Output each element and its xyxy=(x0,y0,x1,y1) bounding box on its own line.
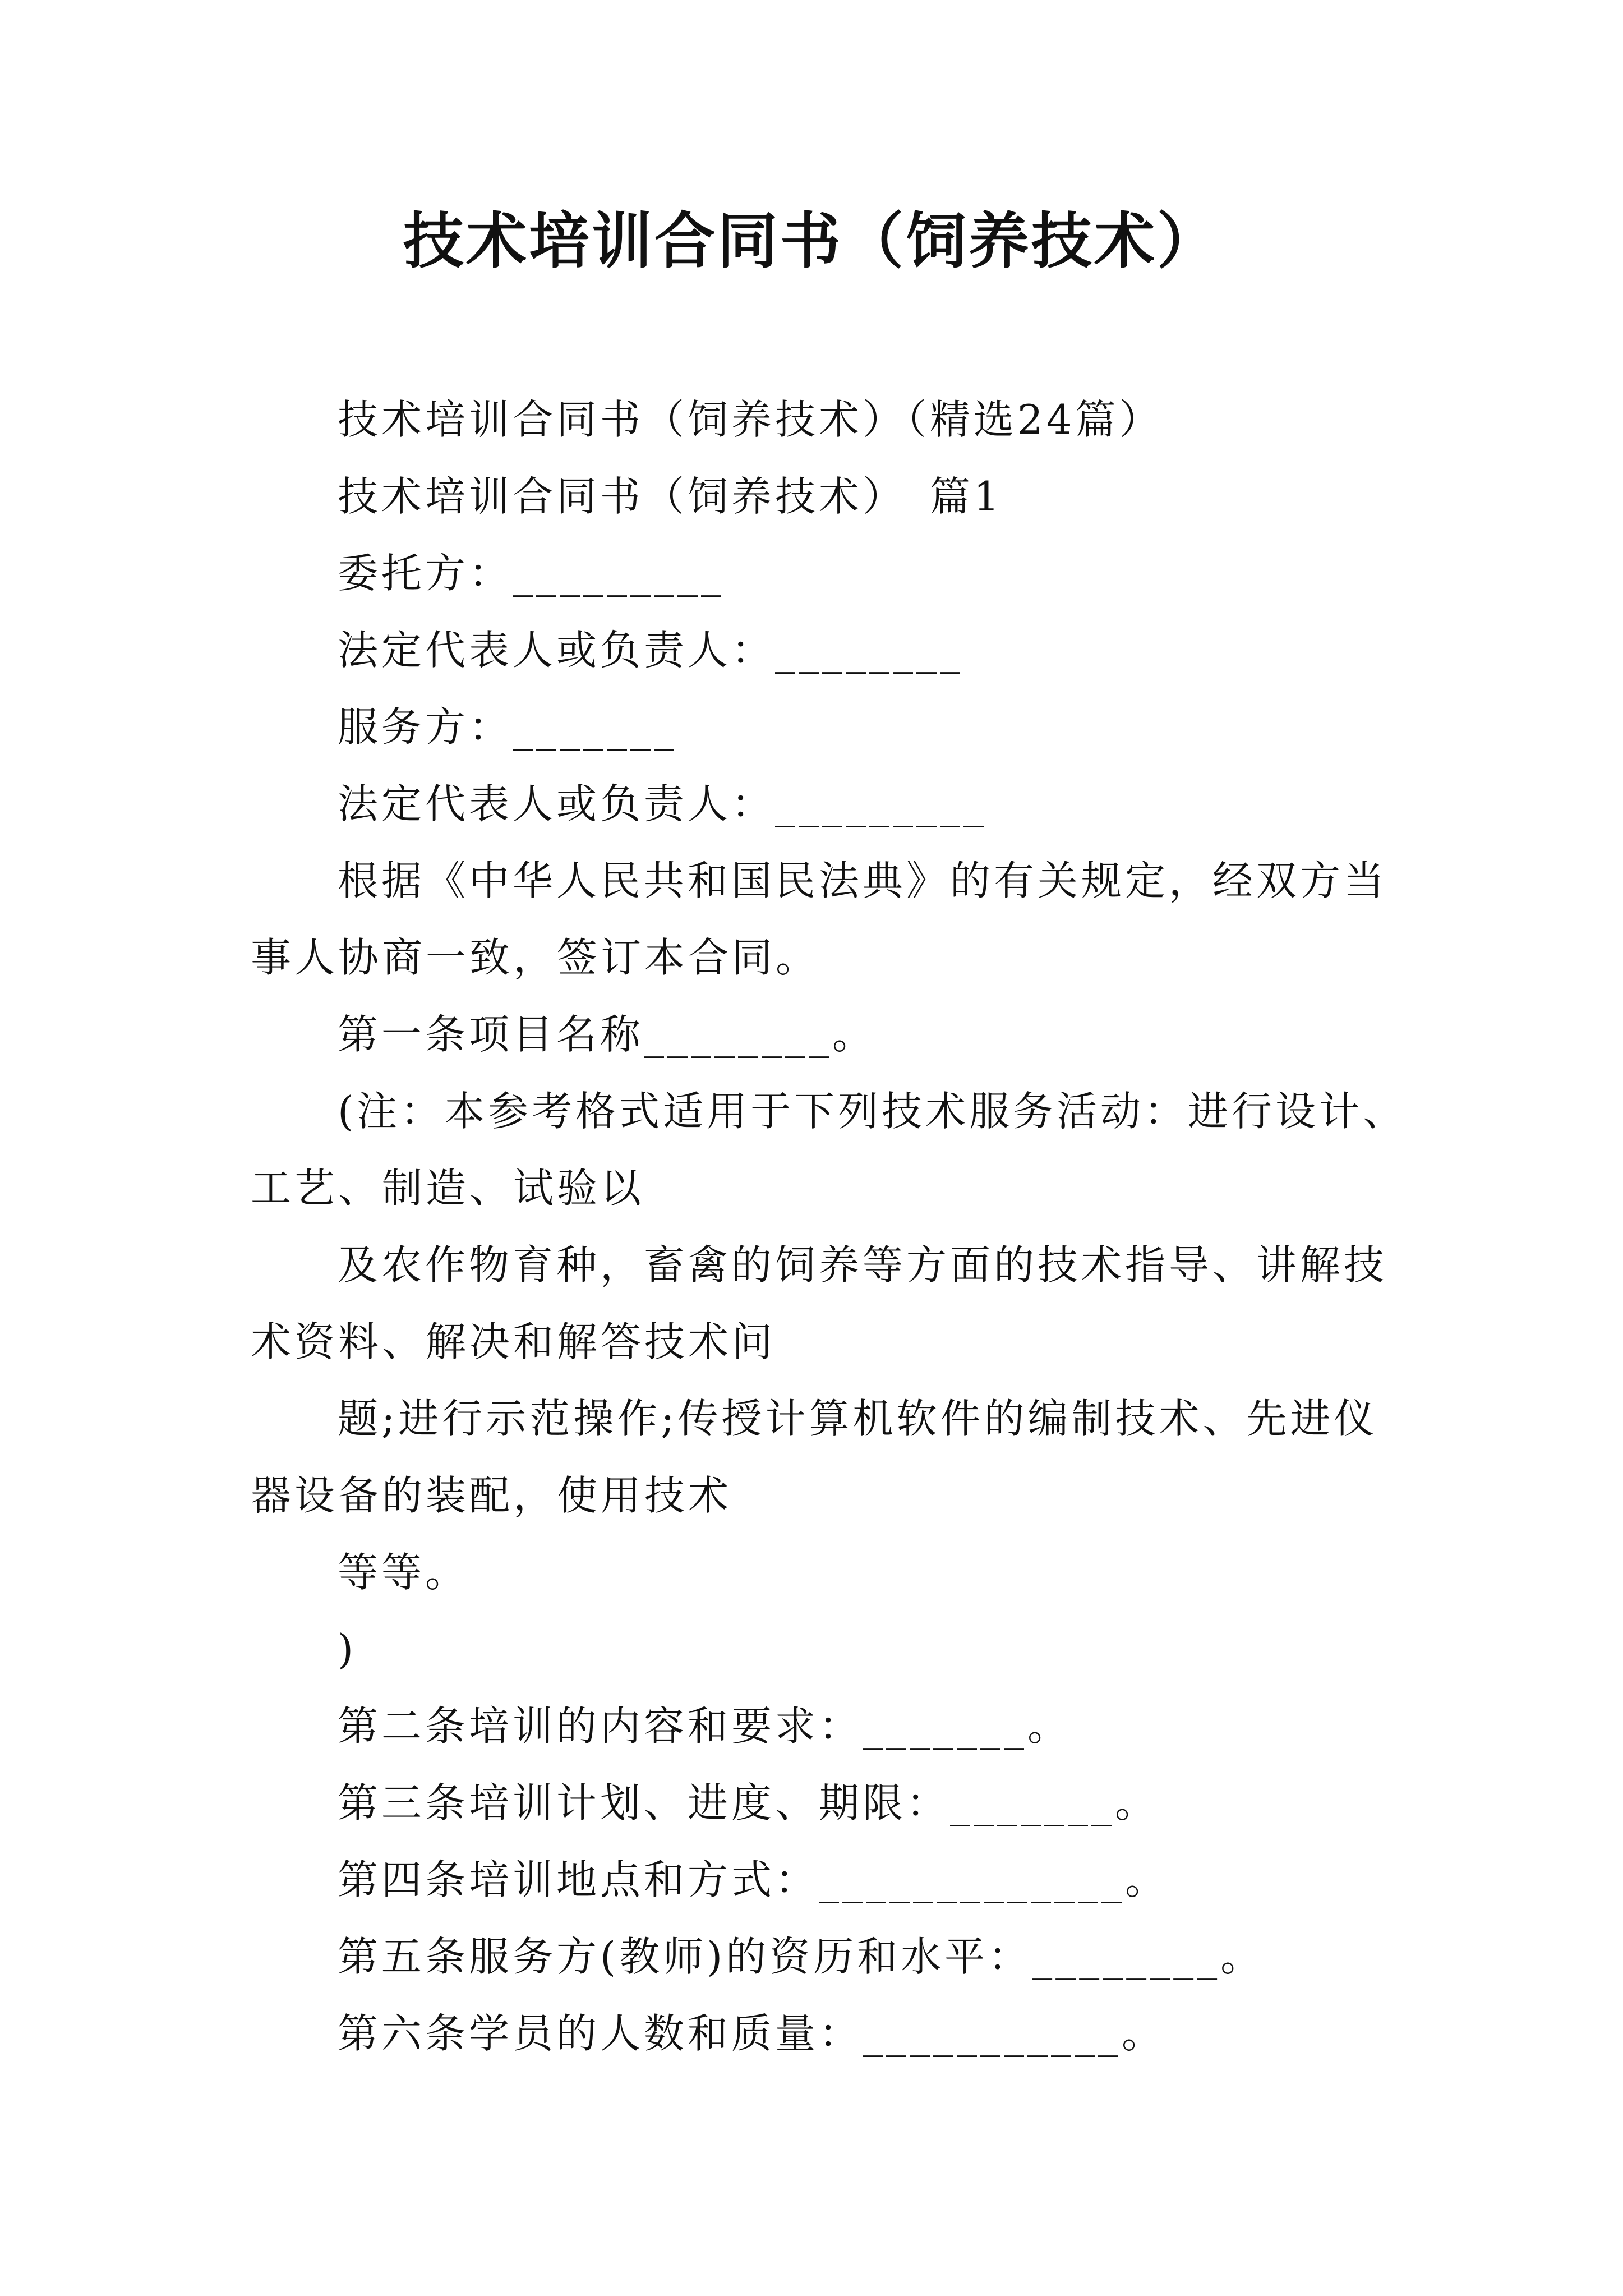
paragraph-line: 法定代表人或负责人：_________ xyxy=(338,780,988,827)
paragraph-line: ) xyxy=(338,1626,357,1673)
paragraph-line: 服务方：_______ xyxy=(338,703,678,751)
paragraph-line: 及农作物育种，畜禽的饲养等方面的技术指导、讲解技 xyxy=(338,1241,1388,1289)
paragraph-line: 等等。 xyxy=(338,1549,469,1596)
document-body xyxy=(251,381,1406,2072)
paragraph-line: 第一条项目名称________。 xyxy=(338,1011,877,1058)
paragraph-line: 法定代表人或负责人：________ xyxy=(338,627,964,674)
paragraph-line: 技术培训合同书（饲养技术） 篇1 xyxy=(338,473,1003,520)
paragraph-line: 术资料、解决和解答技术问 xyxy=(251,1318,776,1365)
paragraph-line: 委托方：_________ xyxy=(338,550,725,597)
paragraph-line: 技术培训合同书（饲养技术）（精选24篇） xyxy=(338,396,1163,443)
paragraph-line: 第四条培训地点和方式：_____________。 xyxy=(338,1856,1169,1903)
document-title: 技术培训合同书（饲养技术） xyxy=(403,206,1220,277)
paragraph-line: (注：本参考格式适用于下列技术服务活动：进行设计、 xyxy=(338,1088,1407,1135)
paragraph-line: 第二条培训的内容和要求：_______。 xyxy=(338,1703,1072,1750)
paragraph-line: 第六条学员的人数和质量：___________。 xyxy=(338,2010,1166,2057)
paragraph-line: 器设备的装配，使用技术 xyxy=(251,1472,732,1519)
paragraph-line: 题;进行示范操作;传授计算机软件的编制技术、先进仪 xyxy=(338,1395,1378,1442)
paragraph-line: 工艺、制造、试验以 xyxy=(251,1165,645,1212)
paragraph-line: 根据《中华人民共和国民法典》的有关规定，经双方当 xyxy=(338,857,1388,904)
paragraph-line: 事人协商一致，签订本合同。 xyxy=(251,934,820,981)
paragraph-line: 第三条培训计划、进度、期限：_______。 xyxy=(338,1779,1159,1826)
paragraph-line: 第五条服务方(教师)的资历和水平：________。 xyxy=(338,1933,1265,1980)
